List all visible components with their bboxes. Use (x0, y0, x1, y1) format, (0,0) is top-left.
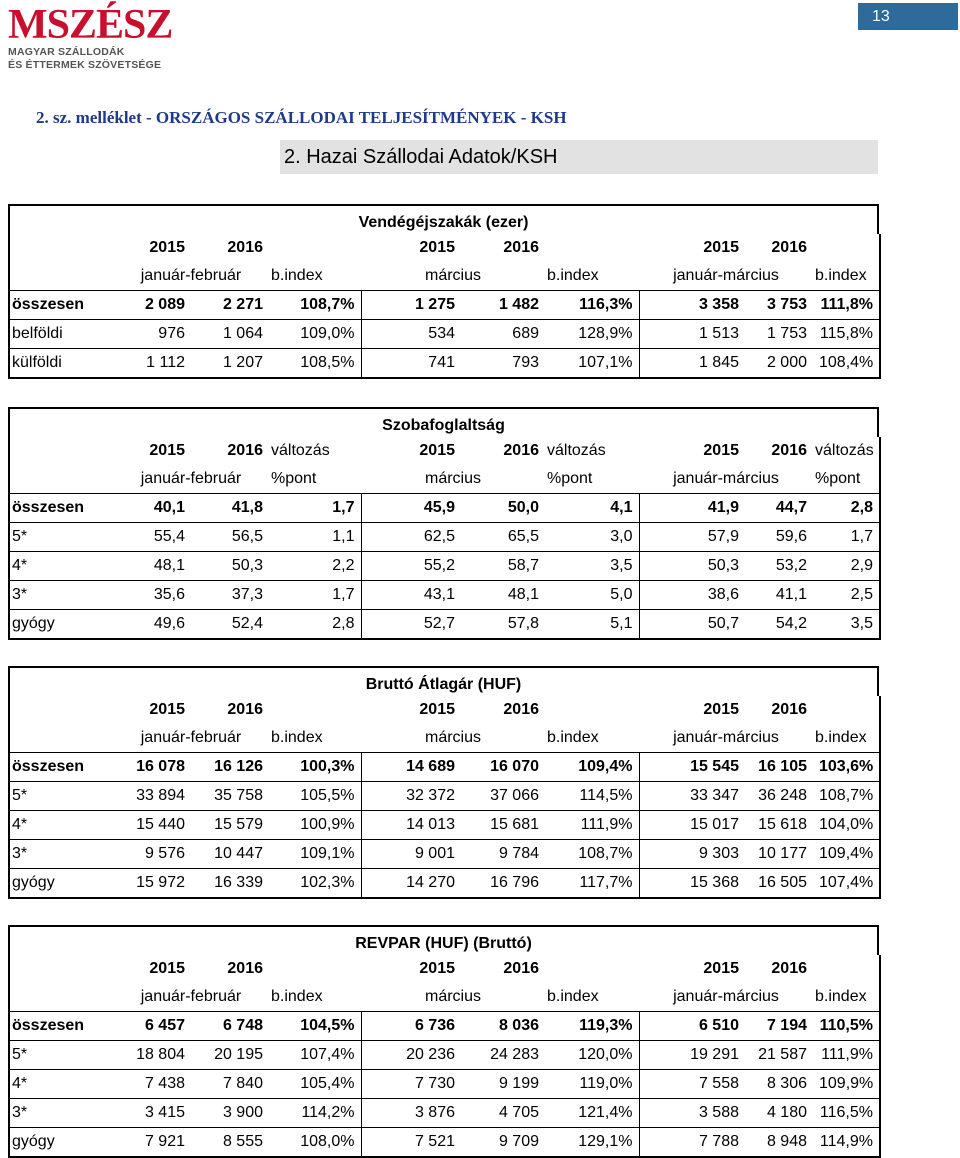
table-cell: 14 013 (361, 811, 461, 840)
table-cell: 1 482 (461, 291, 545, 320)
table-cell: 3 358 (639, 291, 745, 320)
table-cell: 110,5% (813, 1012, 880, 1041)
period-header-row (9, 262, 880, 291)
table-cell: 1,1 (269, 523, 361, 552)
table-cell: 45,9 (361, 494, 461, 523)
index-header: %pont (269, 465, 361, 494)
table-cell: 16 505 (745, 869, 813, 899)
table-cell: 1 513 (639, 320, 745, 349)
table-cell: 108,7% (813, 782, 880, 811)
table-cell: 3 753 (745, 291, 813, 320)
year-header: 2016 (227, 442, 263, 459)
year-header: 2015 (419, 239, 455, 256)
index-header: b.index (269, 262, 361, 291)
year-header: 2015 (419, 701, 455, 718)
table-cell: 1 845 (639, 349, 745, 379)
page-number: 13 (858, 3, 958, 30)
table-cell: 58,7 (461, 552, 545, 581)
table-cell: 37 066 (461, 782, 545, 811)
period-header: január-február (113, 262, 269, 291)
data-table (8, 696, 881, 899)
table-cell: 104,5% (269, 1012, 361, 1041)
table-cell: 55,2 (361, 552, 461, 581)
table-cell: 15 368 (639, 869, 745, 899)
row-label: külföldi (9, 349, 113, 379)
period-header: január-február (113, 465, 269, 494)
year-header: 2016 (771, 442, 807, 459)
table-cell: 62,5 (361, 523, 461, 552)
table-cell: 2,9 (813, 552, 880, 581)
table-cell: 2 089 (113, 291, 191, 320)
table-cell: 3,5 (545, 552, 639, 581)
table-cell: 18 804 (113, 1041, 191, 1070)
table-cell: 16 126 (191, 753, 269, 782)
table-cell: 976 (113, 320, 191, 349)
table-cell: 7 438 (113, 1070, 191, 1099)
table-cell: 7 788 (639, 1128, 745, 1158)
table-cell: 16 078 (113, 753, 191, 782)
year-header: 2015 (419, 442, 455, 459)
row-label: 5* (9, 523, 113, 552)
table-cell: 6 748 (191, 1012, 269, 1041)
table-cell: 15 545 (639, 753, 745, 782)
table-cell: 9 576 (113, 840, 191, 869)
table-cell: 20 195 (191, 1041, 269, 1070)
table-cell: 14 270 (361, 869, 461, 899)
table-row (9, 811, 880, 840)
year-header: 2016 (227, 701, 263, 718)
table-cell: 108,7% (269, 291, 361, 320)
table-cell: 109,1% (269, 840, 361, 869)
period-header: március (361, 262, 545, 291)
year-header: 2015 (149, 442, 185, 459)
table-cell: 129,1% (545, 1128, 639, 1158)
table-cell: 41,9 (639, 494, 745, 523)
table-cell: 55,4 (113, 523, 191, 552)
table-cell: 16 105 (745, 753, 813, 782)
table-cell: 40,1 (113, 494, 191, 523)
table-cell: 54,2 (745, 610, 813, 640)
table-cell: 108,5% (269, 349, 361, 379)
table-cell: 3,5 (813, 610, 880, 640)
table-cell: 8 306 (745, 1070, 813, 1099)
table-cell: 2,8 (813, 494, 880, 523)
table-cell: 8 948 (745, 1128, 813, 1158)
period-header-row (9, 983, 880, 1012)
header-empty-cell (9, 437, 113, 465)
row-label: 5* (9, 1041, 113, 1070)
section-title: Vendégéjszakák (ezer) (8, 204, 879, 234)
section-title: Bruttó Átlagár (HUF) (8, 666, 879, 696)
table-cell: 7 730 (361, 1070, 461, 1099)
year-header: változás (815, 442, 874, 459)
index-header: %pont (545, 465, 639, 494)
index-header: %pont (813, 465, 880, 494)
table-cell: 9 303 (639, 840, 745, 869)
table-cell: 15 972 (113, 869, 191, 899)
main-title: 2. Hazai Szállodai Adatok/KSH (280, 140, 878, 174)
table-row (9, 523, 880, 552)
table-cell: 24 283 (461, 1041, 545, 1070)
table-cell: 1 275 (361, 291, 461, 320)
table-cell: 9 784 (461, 840, 545, 869)
table-cell: 6 736 (361, 1012, 461, 1041)
table-cell: 20 236 (361, 1041, 461, 1070)
table-cell: 3 415 (113, 1099, 191, 1128)
table-cell: 43,1 (361, 581, 461, 610)
row-label: összesen (9, 494, 113, 523)
table-cell: 5,0 (545, 581, 639, 610)
table-cell: 7 558 (639, 1070, 745, 1099)
year-header: 2015 (419, 960, 455, 977)
row-label: 3* (9, 1099, 113, 1128)
row-label: 4* (9, 1070, 113, 1099)
index-header: b.index (813, 983, 880, 1012)
table-cell: 1,7 (813, 523, 880, 552)
year-header (545, 955, 639, 983)
section-title: Szobafoglaltság (8, 407, 879, 437)
row-label: 4* (9, 811, 113, 840)
table-cell: 65,5 (461, 523, 545, 552)
index-header: b.index (813, 724, 880, 753)
table-cell: 108,4% (813, 349, 880, 379)
table-row (9, 349, 880, 379)
period-header: január-február (113, 724, 269, 753)
table-cell: 114,5% (545, 782, 639, 811)
table-cell: 15 579 (191, 811, 269, 840)
table-row (9, 1012, 880, 1041)
table-cell: 10 447 (191, 840, 269, 869)
table-row (9, 840, 880, 869)
section-3 (8, 925, 879, 1158)
table-cell: 36 248 (745, 782, 813, 811)
table-cell: 49,6 (113, 610, 191, 640)
row-label: belföldi (9, 320, 113, 349)
row-label: összesen (9, 753, 113, 782)
table-row (9, 494, 880, 523)
table-cell: 15 017 (639, 811, 745, 840)
table-cell: 2,5 (813, 581, 880, 610)
mszesz-logo (8, 2, 173, 82)
table-cell: 102,3% (269, 869, 361, 899)
table-cell: 111,9% (545, 811, 639, 840)
table-cell: 104,0% (813, 811, 880, 840)
data-table (8, 437, 881, 640)
data-table (8, 955, 881, 1158)
index-header: b.index (813, 262, 880, 291)
year-header: 2015 (703, 701, 739, 718)
table-cell: 48,1 (113, 552, 191, 581)
table-cell: 37,3 (191, 581, 269, 610)
year-header: 2015 (149, 701, 185, 718)
table-cell: 4 705 (461, 1099, 545, 1128)
year-header (545, 696, 639, 724)
year-header: 2015 (149, 960, 185, 977)
index-header: b.index (545, 724, 639, 753)
table-cell: 4 180 (745, 1099, 813, 1128)
table-cell: 16 796 (461, 869, 545, 899)
table-row (9, 869, 880, 899)
index-header: b.index (269, 983, 361, 1012)
table-cell: 33 347 (639, 782, 745, 811)
table-cell: 1,7 (269, 581, 361, 610)
header-empty-cell (9, 262, 113, 291)
year-header (545, 234, 639, 262)
logo-line-2: ÉS ÉTTERMEK SZÖVETSÉGE (8, 59, 162, 71)
row-label: összesen (9, 291, 113, 320)
table-cell: 7 521 (361, 1128, 461, 1158)
table-cell: 116,3% (545, 291, 639, 320)
table-cell: 107,1% (545, 349, 639, 379)
year-header: változás (271, 442, 330, 459)
table-cell: 121,4% (545, 1099, 639, 1128)
row-label: gyógy (9, 610, 113, 640)
table-row (9, 581, 880, 610)
table-cell: 4,1 (545, 494, 639, 523)
period-header: január-március (639, 724, 813, 753)
year-header: 2015 (703, 442, 739, 459)
table-cell: 9 199 (461, 1070, 545, 1099)
table-row (9, 782, 880, 811)
table-cell: 3 900 (191, 1099, 269, 1128)
year-header: 2016 (771, 239, 807, 256)
year-header: 2016 (503, 960, 539, 977)
table-cell: 38,6 (639, 581, 745, 610)
table-cell: 107,4% (269, 1041, 361, 1070)
year-header-row (9, 696, 880, 724)
table-cell: 119,0% (545, 1070, 639, 1099)
table-cell: 7 921 (113, 1128, 191, 1158)
table-cell: 9 709 (461, 1128, 545, 1158)
row-label: gyógy (9, 1128, 113, 1158)
table-cell: 111,8% (813, 291, 880, 320)
table-cell: 5,1 (545, 610, 639, 640)
table-cell: 3 876 (361, 1099, 461, 1128)
table-cell: 44,7 (745, 494, 813, 523)
year-header (269, 696, 361, 724)
table-cell: 57,9 (639, 523, 745, 552)
table-cell: 6 457 (113, 1012, 191, 1041)
table-cell: 109,0% (269, 320, 361, 349)
table-cell: 16 070 (461, 753, 545, 782)
year-header: 2015 (703, 960, 739, 977)
table-cell: 50,0 (461, 494, 545, 523)
table-cell: 128,9% (545, 320, 639, 349)
table-cell: 21 587 (745, 1041, 813, 1070)
header-empty-cell (9, 234, 113, 262)
row-label: 5* (9, 782, 113, 811)
year-header: 2015 (149, 239, 185, 256)
table-cell: 1,7 (269, 494, 361, 523)
table-row (9, 552, 880, 581)
table-cell: 3,0 (545, 523, 639, 552)
table-cell: 41,1 (745, 581, 813, 610)
table-cell: 1 064 (191, 320, 269, 349)
table-cell: 119,3% (545, 1012, 639, 1041)
appendix-title: 2. sz. melléklet - ORSZÁGOS SZÁLLODAI TELJESÍTMÉNYEK - KSH (36, 108, 567, 127)
row-label: 3* (9, 581, 113, 610)
table-cell: 57,8 (461, 610, 545, 640)
table-cell: 534 (361, 320, 461, 349)
row-label: gyógy (9, 869, 113, 899)
table-cell: 52,4 (191, 610, 269, 640)
data-table (8, 234, 881, 379)
section-0 (8, 204, 879, 379)
table-row (9, 753, 880, 782)
year-header: 2016 (227, 239, 263, 256)
table-cell: 107,4% (813, 869, 880, 899)
header-empty-cell (9, 724, 113, 753)
table-cell: 52,7 (361, 610, 461, 640)
table-cell: 105,5% (269, 782, 361, 811)
table-cell: 103,6% (813, 753, 880, 782)
table-cell: 1 112 (113, 349, 191, 379)
table-cell: 9 001 (361, 840, 461, 869)
table-cell: 2,8 (269, 610, 361, 640)
year-header (269, 234, 361, 262)
table-cell: 793 (461, 349, 545, 379)
table-cell: 117,7% (545, 869, 639, 899)
table-row (9, 291, 880, 320)
year-header: 2015 (703, 239, 739, 256)
table-cell: 50,3 (639, 552, 745, 581)
table-cell: 19 291 (639, 1041, 745, 1070)
table-cell: 7 840 (191, 1070, 269, 1099)
section-1 (8, 407, 879, 640)
table-cell: 41,8 (191, 494, 269, 523)
table-cell: 2,2 (269, 552, 361, 581)
year-header-row (9, 437, 880, 465)
table-cell: 50,7 (639, 610, 745, 640)
table-cell: 15 440 (113, 811, 191, 840)
logo-wordmark: MSZÉSZ (8, 2, 173, 48)
table-row (9, 1041, 880, 1070)
table-row (9, 1099, 880, 1128)
year-header: 2016 (503, 442, 539, 459)
table-cell: 15 681 (461, 811, 545, 840)
table-cell: 105,4% (269, 1070, 361, 1099)
year-header: változás (547, 442, 606, 459)
period-header: január-február (113, 983, 269, 1012)
table-cell: 741 (361, 349, 461, 379)
table-cell: 32 372 (361, 782, 461, 811)
logo-line-1: MAGYAR SZÁLLODÁK (8, 46, 125, 58)
table-cell: 33 894 (113, 782, 191, 811)
year-header: 2016 (503, 701, 539, 718)
table-cell: 115,8% (813, 320, 880, 349)
table-cell: 111,9% (813, 1041, 880, 1070)
period-header: március (361, 724, 545, 753)
table-cell: 100,9% (269, 811, 361, 840)
table-cell: 50,3 (191, 552, 269, 581)
table-cell: 8 036 (461, 1012, 545, 1041)
period-header: január-március (639, 983, 813, 1012)
table-cell: 2 000 (745, 349, 813, 379)
table-cell: 100,3% (269, 753, 361, 782)
table-row (9, 1128, 880, 1158)
table-cell: 53,2 (745, 552, 813, 581)
year-header-row (9, 955, 880, 983)
header-empty-cell (9, 465, 113, 494)
table-cell: 120,0% (545, 1041, 639, 1070)
year-header: 2016 (771, 960, 807, 977)
period-header-row (9, 724, 880, 753)
index-header: b.index (545, 983, 639, 1012)
table-cell: 14 689 (361, 753, 461, 782)
row-label: 4* (9, 552, 113, 581)
header-empty-cell (9, 696, 113, 724)
table-cell: 116,5% (813, 1099, 880, 1128)
index-header: b.index (545, 262, 639, 291)
period-header: január-március (639, 262, 813, 291)
table-cell: 2 271 (191, 291, 269, 320)
table-cell: 109,4% (813, 840, 880, 869)
year-header: 2016 (227, 960, 263, 977)
table-cell: 48,1 (461, 581, 545, 610)
year-header: 2016 (771, 701, 807, 718)
table-cell: 114,9% (813, 1128, 880, 1158)
period-header: március (361, 465, 545, 494)
table-cell: 689 (461, 320, 545, 349)
year-header (813, 696, 880, 724)
header-empty-cell (9, 983, 113, 1012)
period-header: március (361, 983, 545, 1012)
year-header (269, 955, 361, 983)
period-header: január-március (639, 465, 813, 494)
table-cell: 59,6 (745, 523, 813, 552)
section-2 (8, 666, 879, 899)
index-header: b.index (269, 724, 361, 753)
table-cell: 7 194 (745, 1012, 813, 1041)
table-cell: 108,0% (269, 1128, 361, 1158)
table-cell: 114,2% (269, 1099, 361, 1128)
table-cell: 35 758 (191, 782, 269, 811)
header-empty-cell (9, 955, 113, 983)
table-cell: 109,9% (813, 1070, 880, 1099)
section-title: REVPAR (HUF) (Bruttó) (8, 925, 879, 955)
row-label: összesen (9, 1012, 113, 1041)
table-cell: 108,7% (545, 840, 639, 869)
year-header (813, 234, 880, 262)
year-header (813, 955, 880, 983)
table-cell: 35,6 (113, 581, 191, 610)
table-cell: 109,4% (545, 753, 639, 782)
table-row (9, 320, 880, 349)
table-cell: 1 753 (745, 320, 813, 349)
table-cell: 10 177 (745, 840, 813, 869)
table-cell: 6 510 (639, 1012, 745, 1041)
table-cell: 8 555 (191, 1128, 269, 1158)
year-header: 2016 (503, 239, 539, 256)
period-header-row (9, 465, 880, 494)
table-cell: 16 339 (191, 869, 269, 899)
row-label: 3* (9, 840, 113, 869)
table-cell: 1 207 (191, 349, 269, 379)
table-cell: 3 588 (639, 1099, 745, 1128)
table-cell: 15 618 (745, 811, 813, 840)
year-header-row (9, 234, 880, 262)
table-row (9, 610, 880, 640)
table-cell: 56,5 (191, 523, 269, 552)
table-row (9, 1070, 880, 1099)
